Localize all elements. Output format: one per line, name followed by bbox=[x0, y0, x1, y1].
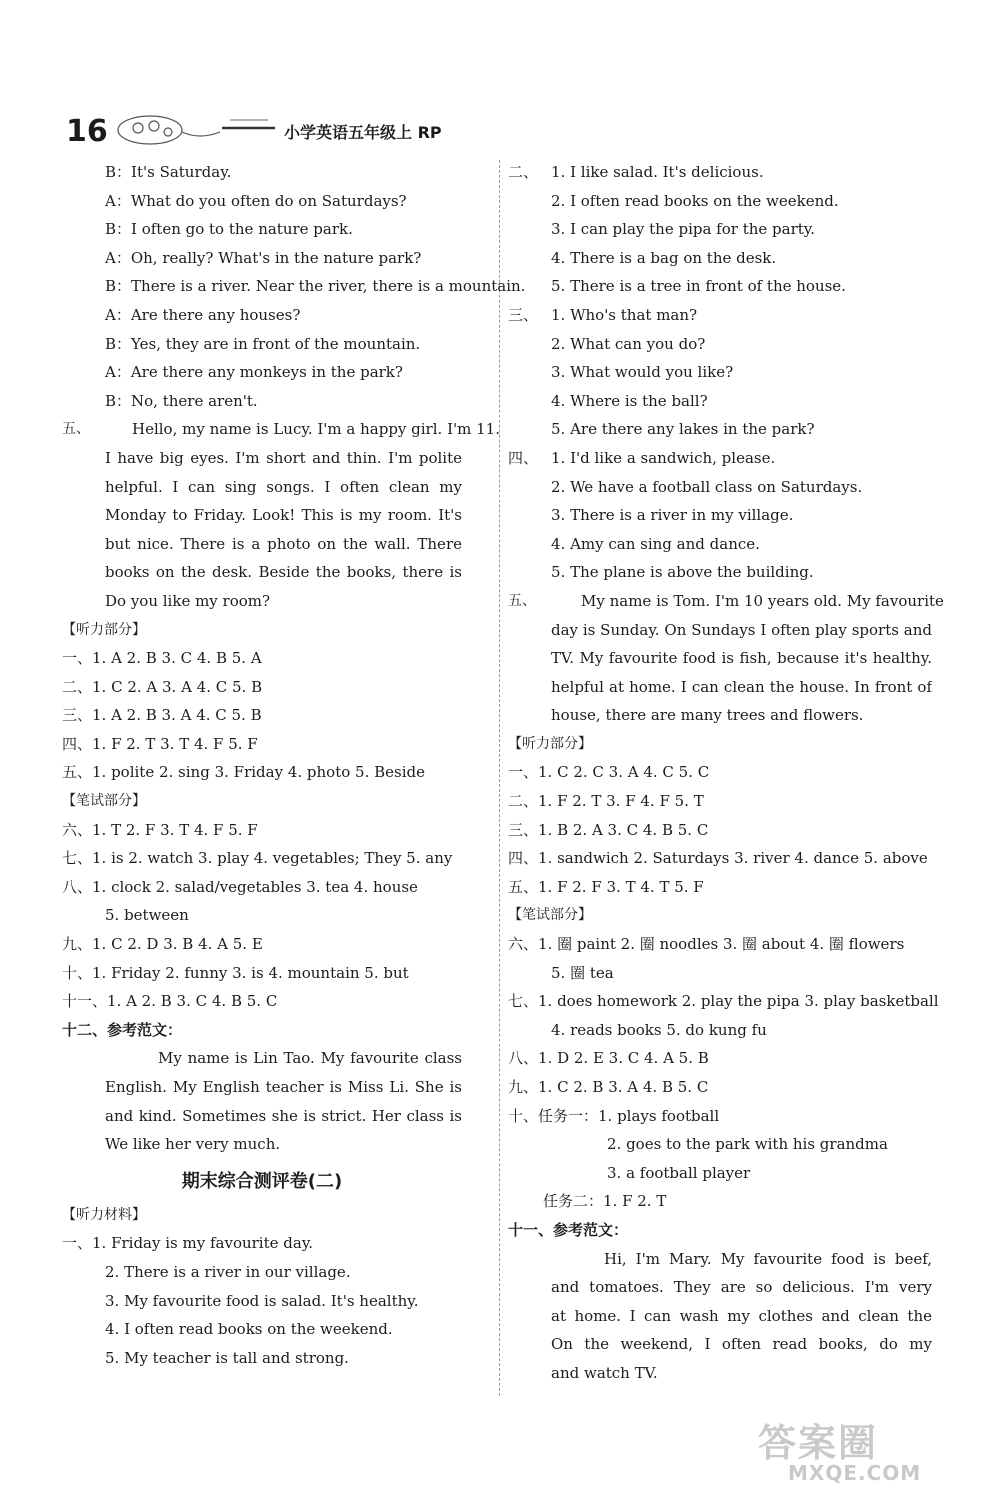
dialogue-line: B：No, there aren't. bbox=[105, 391, 258, 410]
passage-line: books on the desk. Beside the books, there is bbox=[105, 563, 462, 582]
section-heading: 【听力部分】 bbox=[508, 735, 592, 752]
dialogue-line: B：Yes, they are in front of the mountain. bbox=[105, 334, 421, 353]
listening-line: 2. There is a river in our village. bbox=[105, 1262, 351, 1281]
watermark-logo bbox=[758, 1412, 986, 1486]
answer-line: 六、1. T 2. F 3. T 4. F 5. F bbox=[62, 820, 258, 839]
section-mark: 五、 bbox=[62, 421, 90, 438]
answer-line: 十一、1. A 2. B 3. C 4. B 5. C bbox=[62, 992, 278, 1011]
header-title: 小学英语五年级上 RP bbox=[284, 123, 442, 142]
passage-line: I have big eyes. I'm short and thin. I'm polite bbox=[105, 448, 462, 467]
section-heading: 十一、参考范文： bbox=[508, 1220, 629, 1239]
listening-line: 2. What can you do? bbox=[551, 334, 706, 353]
sample-essay-line: and kind. Sometimes she is strict. Her class is bbox=[105, 1106, 462, 1125]
sample-essay-line: at home. I can wash my clothes and clean the bbox=[551, 1306, 932, 1325]
dialogue-line: B：I often go to the nature park. bbox=[105, 220, 353, 239]
listening-line: 5. The plane is above the building. bbox=[551, 563, 814, 582]
section-mark: 四、 bbox=[508, 448, 539, 467]
listening-line: 二、 1. I like salad. It's delicious. bbox=[508, 158, 932, 187]
page-header bbox=[62, 108, 502, 152]
listening-line: 3. My favourite food is salad. It's healthy. bbox=[105, 1291, 419, 1310]
listening-line: 5. There is a tree in front of the house. bbox=[551, 277, 846, 296]
answer-line: 九、1. C 2. B 3. A 4. B 5. C bbox=[508, 1078, 709, 1096]
answer-line: 三、1. B 2. A 3. C 4. B 5. C bbox=[508, 820, 709, 839]
answer-line: 二、1. C 2. A 3. A 4. C 5. B bbox=[62, 677, 263, 696]
passage-text: Hello, my name is Lucy. I'm a happy girl. I'm 11. bbox=[132, 420, 500, 439]
answer-line: 一、1. C 2. C 3. A 4. C 5. C bbox=[508, 763, 710, 782]
listening-line: 4. Where is the ball? bbox=[551, 391, 708, 410]
exam-title: 期末综合测评卷(二) bbox=[181, 1170, 343, 1192]
passage-line: day is Sunday. On Sundays I often play sports and bbox=[551, 620, 932, 639]
listening-line: 三、 1. Who's that man? bbox=[508, 301, 932, 330]
listening-line: 2. We have a football class on Saturdays. bbox=[551, 477, 863, 496]
sample-essay-line: and tomatoes. They are so delicious. I'm very bbox=[551, 1278, 932, 1297]
passage-line: house, there are many trees and flowers. bbox=[551, 706, 864, 725]
section-mark: 三、 bbox=[508, 305, 539, 324]
section-heading: 【听力部分】 bbox=[62, 621, 146, 638]
sample-essay-line: My name is Lin Tao. My favourite class bbox=[158, 1049, 462, 1068]
listening-line: 四、 1. I'd like a sandwich, please. bbox=[508, 444, 932, 473]
answer-line: 四、1. sandwich 2. Saturdays 3. river 4. dance 5. above bbox=[508, 849, 928, 868]
page-number: 16 bbox=[66, 114, 108, 149]
answer-line: 5. between bbox=[105, 906, 189, 925]
answer-line: 六、1. 圈 paint 2. 圈 noodles 3. 圈 about 4. 圈 flowers bbox=[508, 935, 905, 954]
sample-essay-line: We like her very much. bbox=[105, 1135, 281, 1154]
answer-line: 八、1. D 2. E 3. C 4. A 5. B bbox=[508, 1049, 709, 1068]
dialogue-line: A：Are there any houses? bbox=[105, 305, 301, 324]
listening-line: 5. Are there any lakes in the park? bbox=[551, 420, 815, 439]
answer-line: 2. goes to the park with his grandma bbox=[607, 1135, 888, 1154]
listening-line: 3. What would you like? bbox=[551, 363, 734, 382]
answer-line: 八、1. clock 2. salad/vegetables 3. tea 4. house bbox=[62, 877, 418, 896]
answer-line: 任务二：1. F 2. T bbox=[543, 1192, 667, 1211]
passage-first-line bbox=[508, 587, 944, 616]
header-decoration-icon bbox=[110, 110, 280, 150]
passage-line: TV. My favourite food is fish, because it's healthy. bbox=[551, 649, 932, 668]
passage-line: helpful. I can sing songs. I often clean my bbox=[105, 477, 462, 496]
listening-line: 3. I can play the pipa for the party. bbox=[551, 220, 816, 239]
answer-line: 七、1. is 2. watch 3. play 4. vegetables; They 5. any bbox=[62, 849, 453, 868]
sample-essay-line: Hi, I'm Mary. My favourite food is beef, bbox=[604, 1249, 932, 1268]
answer-line: 七、1. does homework 2. play the pipa 3. play basketball bbox=[508, 992, 939, 1011]
dialogue-line: A：What do you often do on Saturdays? bbox=[105, 191, 407, 210]
answer-line: 三、1. A 2. B 3. A 4. C 5. B bbox=[62, 706, 262, 725]
listening-line: 4. There is a bag on the desk. bbox=[551, 248, 777, 267]
watermark-text: 答案圈 bbox=[758, 1421, 879, 1465]
watermark-url: MXQE.COM bbox=[788, 1461, 922, 1485]
answer-line: 五、1. polite 2. sing 3. Friday 4. photo 5. Beside bbox=[62, 763, 425, 782]
listening-line: 4. I often read books on the weekend. bbox=[105, 1320, 393, 1339]
answer-line: 4. reads books 5. do kung fu bbox=[551, 1020, 767, 1039]
passage-line: Monday to Friday. Look! This is my room. It's bbox=[105, 506, 462, 525]
left-column bbox=[62, 158, 526, 1372]
dialogue-line: A：Are there any monkeys in the park? bbox=[105, 363, 403, 382]
passage-line: helpful at home. I can clean the house. In front of bbox=[551, 677, 932, 696]
answer-line: 一、1. A 2. B 3. C 4. B 5. A bbox=[62, 649, 262, 668]
sample-essay-line: English. My English teacher is Miss Li. She is bbox=[105, 1078, 462, 1096]
section-mark: 五、 bbox=[508, 592, 536, 609]
sample-essay-line: and watch TV. bbox=[551, 1363, 658, 1382]
answer-line: 四、1. F 2. T 3. T 4. F 5. F bbox=[62, 734, 258, 753]
section-heading: 【听力材料】 bbox=[62, 1206, 146, 1223]
sample-essay-line: On the weekend, I often read books, do my bbox=[551, 1335, 932, 1354]
column-divider bbox=[499, 160, 500, 1396]
section-heading: 【笔试部分】 bbox=[62, 793, 146, 810]
section-mark: 二、 bbox=[508, 163, 539, 181]
listening-line: 5. My teacher is tall and strong. bbox=[105, 1348, 349, 1367]
answer-line: 五、1. F 2. F 3. T 4. T 5. F bbox=[508, 877, 704, 896]
listening-line: 4. Amy can sing and dance. bbox=[551, 534, 760, 553]
answer-line: 3. a football player bbox=[607, 1163, 751, 1182]
answer-line: 5. 圈 tea bbox=[551, 963, 614, 982]
dialogue-line: A：Oh, really? What's in the nature park? bbox=[105, 248, 422, 267]
passage-text: My name is Tom. I'm 10 years old. My favourite bbox=[581, 591, 944, 610]
passage-first-line bbox=[62, 415, 500, 444]
answer-line: 二、1. F 2. T 3. F 4. F 5. T bbox=[508, 792, 704, 811]
answer-line: 十、1. Friday 2. funny 3. is 4. mountain 5. but bbox=[62, 963, 409, 982]
listening-line: 3. There is a river in my village. bbox=[551, 506, 794, 525]
listening-line: 2. I often read books on the weekend. bbox=[551, 191, 839, 210]
section-heading: 【笔试部分】 bbox=[508, 907, 592, 924]
dialogue-line: B：There is a river. Near the river, there is a mountain. bbox=[105, 277, 526, 296]
passage-line: but nice. There is a photo on the wall. There bbox=[105, 534, 462, 553]
listening-line: 一、1. Friday is my favourite day. bbox=[62, 1234, 314, 1253]
passage-line: Do you like my room? bbox=[105, 591, 271, 610]
dialogue-line: B：It's Saturday. bbox=[105, 163, 232, 181]
right-column bbox=[508, 158, 944, 1388]
section-heading: 十二、参考范文： bbox=[62, 1020, 183, 1039]
answer-line: 十、任务一：1. plays football bbox=[508, 1106, 720, 1125]
answer-line: 九、1. C 2. D 3. B 4. A 5. E bbox=[62, 935, 263, 954]
